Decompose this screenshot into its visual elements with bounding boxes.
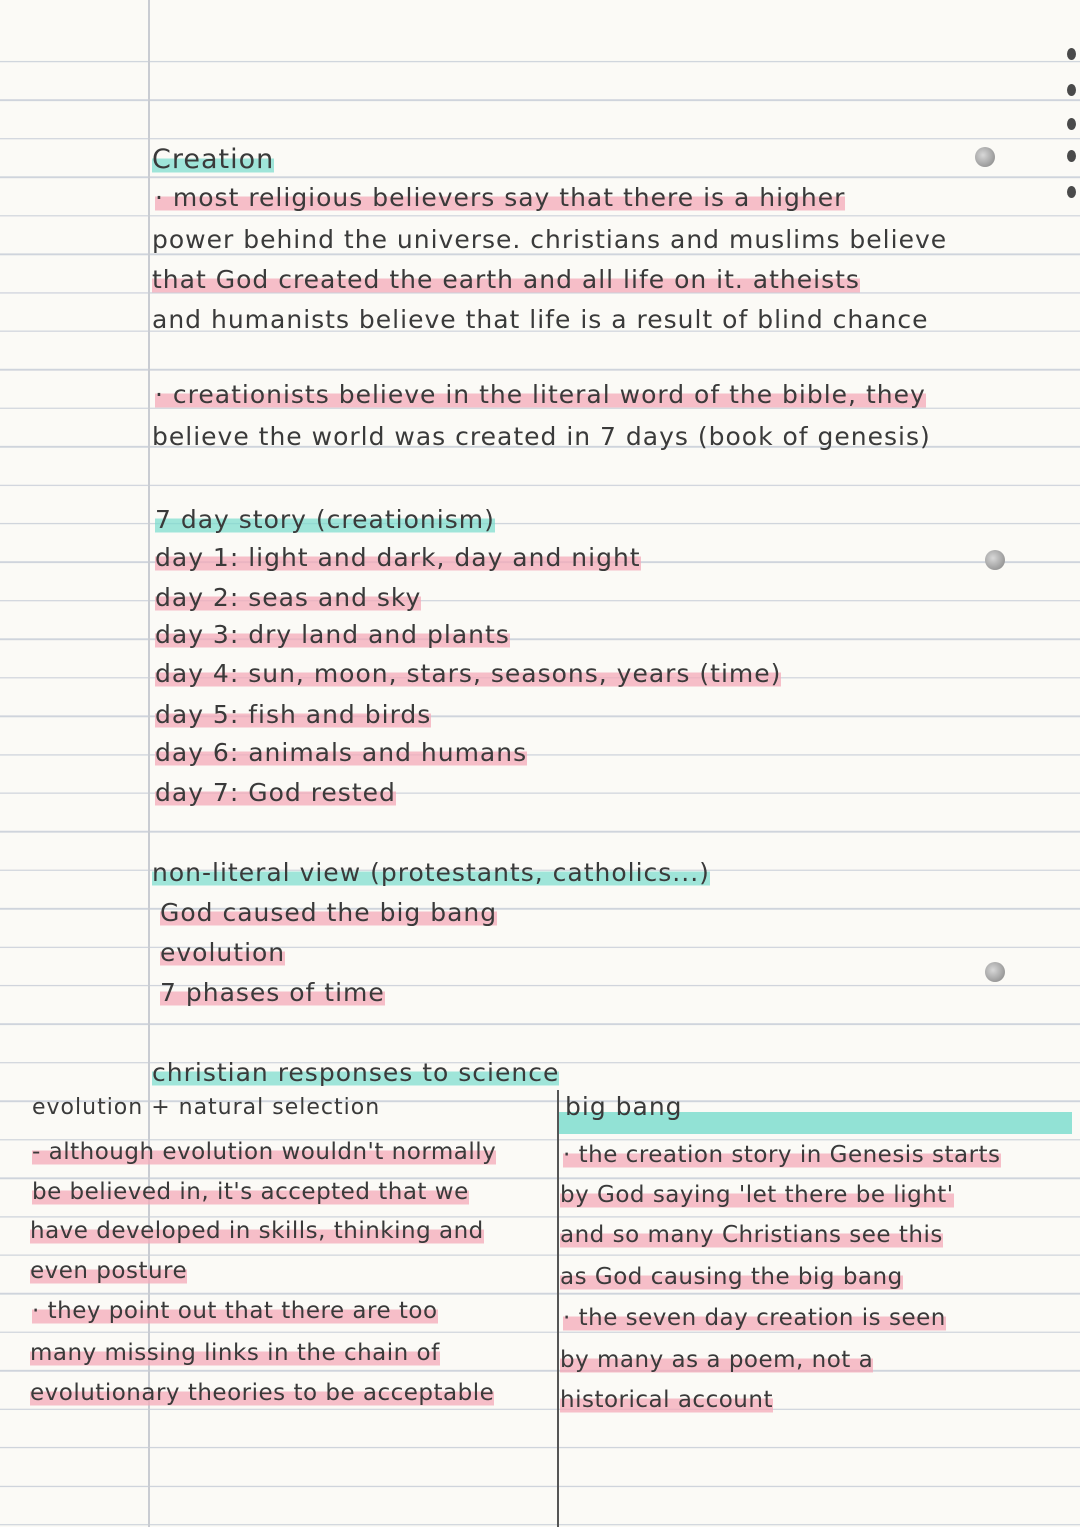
text-line: be believed in, it's accepted that we <box>32 1179 469 1205</box>
text-line: · the seven day creation is seen <box>563 1305 946 1331</box>
text-line: power behind the universe. christians and muslims believe <box>152 225 948 254</box>
text-line: that God created the earth and all life on it. atheists <box>152 265 860 294</box>
text-line: have developed in skills, thinking and <box>30 1218 484 1244</box>
text-line: and humanists believe that life is a result of blind chance <box>152 305 929 334</box>
day-item: day 1: light and dark, day and night <box>155 543 641 572</box>
text-line: by God saying 'let there be light' <box>560 1182 954 1208</box>
day-item: day 7: God rested <box>155 778 396 807</box>
heading-big-bang: big bang <box>565 1092 683 1121</box>
spiral-hole <box>1067 186 1076 198</box>
heading-seven-day-story: 7 day story (creationism) <box>155 505 495 534</box>
text-line: and so many Christians see this <box>560 1222 943 1248</box>
view-item: 7 phases of time <box>160 978 385 1007</box>
day-item: day 3: dry land and plants <box>155 620 510 649</box>
text-line: as God causing the big bang <box>560 1264 903 1290</box>
heading-non-literal-view: non-literal view (protestants, catholics...) <box>152 858 710 887</box>
view-item: evolution <box>160 938 286 967</box>
spiral-hole <box>1067 48 1076 60</box>
text-line: historical account <box>560 1387 773 1413</box>
heading-christian-responses: christian responses to science <box>152 1058 560 1087</box>
text-line: evolutionary theories to be acceptable <box>30 1380 495 1406</box>
day-item: day 4: sun, moon, stars, seasons, years (time) <box>155 659 782 688</box>
text-line: · creationists believe in the literal word of the bible, they <box>155 380 926 409</box>
spiral-hole <box>1067 84 1076 96</box>
text-line: - although evolution wouldn't normally <box>32 1139 497 1165</box>
text-line: by many as a poem, not a <box>560 1347 874 1373</box>
text-line: believe the world was created in 7 days (book of genesis) <box>152 422 931 451</box>
heading-creation: Creation <box>152 144 275 175</box>
punch-hole <box>975 147 995 167</box>
punch-hole <box>985 962 1005 982</box>
heading-evolution: evolution + natural selection <box>32 1095 381 1120</box>
text-line: · most religious believers say that there is a higher <box>155 183 846 212</box>
punch-hole <box>985 550 1005 570</box>
text-line: many missing links in the chain of <box>30 1340 440 1366</box>
text-line: · the creation story in Genesis starts <box>563 1142 1001 1168</box>
text-line: even posture <box>30 1258 188 1284</box>
day-item: day 6: animals and humans <box>155 738 528 767</box>
text-line: · they point out that there are too <box>32 1298 438 1324</box>
day-item: day 2: seas and sky <box>155 583 422 612</box>
spiral-hole <box>1067 118 1076 130</box>
column-divider <box>557 1090 559 1527</box>
view-item: God caused the big bang <box>160 898 498 927</box>
day-item: day 5: fish and birds <box>155 700 432 729</box>
spiral-hole <box>1067 150 1076 162</box>
